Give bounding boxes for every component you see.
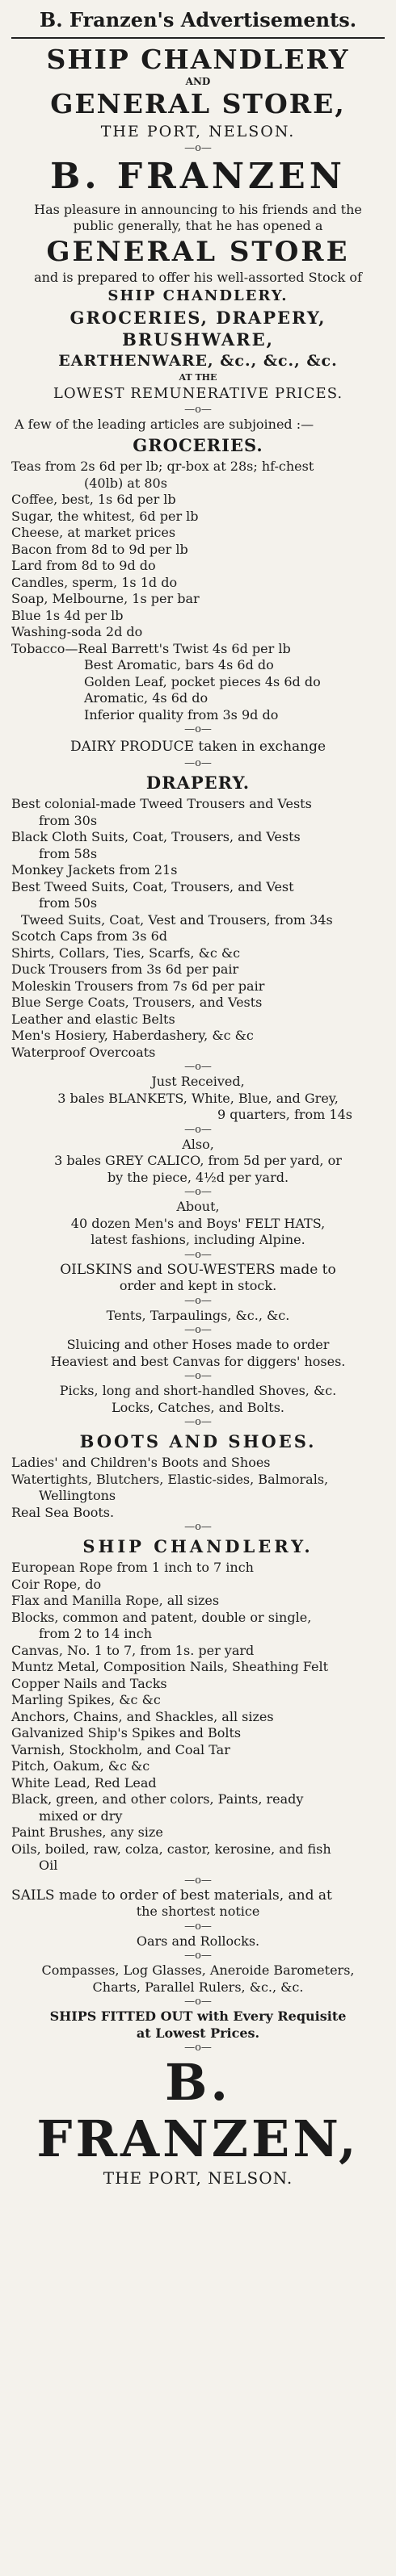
intro-paragraph: Has pleasure in announcing to his friends and the public generally, that he has opened a xyxy=(34,202,362,233)
sluicing-line-2: Heaviest and best Canvas for diggers' hoses. xyxy=(50,1353,346,1369)
list-item: Blocks, common and patent, double or single, xyxy=(11,1609,312,1625)
list-item: Best colonial-made Tweed Trousers and Vests xyxy=(11,796,312,811)
list-item: White Lead, Red Lead xyxy=(11,1774,157,1791)
about-label: About, xyxy=(176,1199,220,1214)
intro-stock-line: and is prepared to offer his well-assorted Stock of xyxy=(34,270,362,285)
footer-name: B. FRANZEN, xyxy=(36,2053,360,2168)
ship-chandlery-title: SHIP CHANDLERY. xyxy=(82,1536,314,1556)
list-item: Ladies' and Children's Boots and Shoes xyxy=(11,1455,271,1470)
list-item: Pitch, Oakum, &c &c xyxy=(11,1758,150,1774)
picks-line-2: Locks, Catches, and Bolts. xyxy=(111,1399,285,1415)
separator: —o— xyxy=(184,1123,212,1136)
list-item: Muntz Metal, Composition Nails, Sheathing Felt xyxy=(11,1659,329,1674)
separator: —o— xyxy=(184,1920,212,1933)
separator: —o— xyxy=(184,1061,212,1073)
list-item: European Rope from 1 inch to 7 inch xyxy=(11,1560,254,1575)
list-item: Scotch Caps from 3s 6d xyxy=(11,928,168,944)
list-item: Sugar, the whitest, 6d per lb xyxy=(11,508,199,524)
drapery-title: DRAPERY. xyxy=(145,773,251,793)
header-rule xyxy=(11,37,385,39)
list-item: Black Cloth Suits, Coat, Trousers, and Vests xyxy=(11,829,301,844)
separator: —o— xyxy=(184,2042,212,2054)
list-item: Teas from 2s 6d per lb; qr-box at 28s; hf-chest xyxy=(11,459,314,474)
just-received: Just Received, xyxy=(151,1074,245,1089)
oilskins-line-2: order and kept in stock. xyxy=(119,1278,277,1293)
list-item: Moleskin Trousers from 7s 6d per pair xyxy=(11,978,265,994)
dairy-produce-note: DAIRY PRODUCE taken in exchange xyxy=(70,739,326,755)
intro-few-articles: A few of the leading articles are subjoined :— xyxy=(15,417,314,432)
list-item: Marling Spikes, &c &c xyxy=(11,1692,161,1707)
list-item: Varnish, Stockholm, and Coal Tar xyxy=(11,1741,230,1757)
intro-lowest-prices: LOWEST REMUNERATIVE PRICES. xyxy=(53,385,343,402)
list-item: from 58s xyxy=(39,845,98,861)
list-item: Paint Brushes, any size xyxy=(11,1824,163,1840)
list-item: Golden Leaf, pocket pieces 4s 6d do xyxy=(84,673,321,689)
intro-at-the: AT THE xyxy=(179,372,217,383)
list-item: from 50s xyxy=(39,895,98,911)
fitted-out-line-1: SHIPS FITTED OUT with Every Requisite xyxy=(49,2008,347,2024)
list-item: Tobacco—Real Barrett's Twist 4s 6d per lb xyxy=(11,640,291,656)
intro-general-store: GENERAL STORE xyxy=(46,236,350,268)
separator: —o— xyxy=(184,1186,212,1198)
list-item: Copper Nails and Tacks xyxy=(11,1675,167,1691)
ship-list xyxy=(11,1560,385,1874)
title-location: THE PORT, NELSON. xyxy=(100,123,296,140)
felt-hats-line-2: latest fashions, including Alpine. xyxy=(91,1232,305,1247)
list-item: Aromatic, 4s 6d do xyxy=(84,690,209,706)
title-ship-chandlery: SHIP CHANDLERY xyxy=(46,44,350,75)
sails-line-1: SAILS made to order of best materials, and at xyxy=(11,1887,332,1904)
separator: —o— xyxy=(184,1874,212,1887)
picks-line-1: Picks, long and short-handled Shoves, &c. xyxy=(59,1383,337,1398)
list-item: mixed or dry xyxy=(39,1807,123,1824)
list-item: from 2 to 14 inch xyxy=(39,1626,153,1641)
separator: —o— xyxy=(184,404,212,416)
sluicing-line-1: Sluicing and other Hoses made to order xyxy=(66,1337,330,1352)
felt-hats-line-1: 40 dozen Men's and Boys' FELT HATS, xyxy=(70,1215,326,1231)
oilskins-line-1: OILSKINS and SOU-WESTERS made to xyxy=(60,1261,336,1278)
intro-earthenware: EARTHENWARE, &c., &c., &c. xyxy=(58,352,338,370)
list-item: Coir Rope, do xyxy=(11,1576,102,1592)
list-item: Washing-soda 2d do xyxy=(11,624,143,639)
list-item: Soap, Melbourne, 1s per bar xyxy=(11,591,200,606)
title-general-store: GENERAL STORE, xyxy=(50,88,346,119)
list-item: Blue 1s 4d per lb xyxy=(11,607,124,623)
list-item: Black, green, and other colors, Paints, ready xyxy=(11,1791,304,1807)
separator: —o— xyxy=(184,723,212,735)
compasses-line-1: Compasses, Log Glasses, Aneroide Barometers, xyxy=(41,1962,355,1978)
separator: —o— xyxy=(184,1370,212,1382)
list-item: Canvas, No. 1 to 7, from 1s. per yard xyxy=(11,1642,255,1658)
list-item: Wellingtons xyxy=(39,1488,116,1503)
separator: —o— xyxy=(184,1416,212,1428)
list-item: Monkey Jackets from 21s xyxy=(11,862,178,878)
list-item: Best Aromatic, bars 4s 6d do xyxy=(84,657,274,672)
list-item: Shirts, Collars, Ties, Scarfs, &c &c xyxy=(11,945,241,961)
list-item: Lard from 8d to 9d do xyxy=(11,558,156,573)
fitted-out-line-2: at Lowest Prices. xyxy=(136,2025,260,2041)
separator: —o— xyxy=(184,1950,212,1962)
footer-address: THE PORT, NELSON. xyxy=(103,2168,293,2188)
list-item: Bacon from 8d to 9d per lb xyxy=(11,541,188,557)
list-item: Real Sea Boots. xyxy=(11,1504,115,1520)
separator: —o— xyxy=(184,142,212,154)
list-item: Galvanized Ship's Spikes and Bolts xyxy=(11,1725,242,1740)
boots-list xyxy=(11,1455,385,1521)
list-item: Anchors, Chains, and Shackles, all sizes xyxy=(11,1708,274,1724)
intro-brushware: BRUSHWARE, xyxy=(122,329,274,350)
compasses-line-2: Charts, Parallel Rulers, &c., &c. xyxy=(92,1979,304,1995)
drapery-list xyxy=(11,796,385,1061)
intro-groceries-drapery: GROCERIES, DRAPERY, xyxy=(70,308,326,328)
title-and: AND xyxy=(185,76,211,87)
groceries-list xyxy=(11,459,385,723)
intro-ship-chandlery: SHIP CHANDLERY. xyxy=(107,287,289,304)
blankets-line-1: 3 bales BLANKETS, White, Blue, and Grey, xyxy=(57,1090,339,1106)
list-item: Watertights, Blutchers, Elastic-sides, Balmorals, xyxy=(11,1471,329,1487)
list-item: Flax and Manilla Rope, all sizes xyxy=(11,1593,220,1608)
list-item: Leather and elastic Belts xyxy=(11,1011,175,1027)
separator: —o— xyxy=(184,1996,212,2008)
list-item: Tweed Suits, Coat, Vest and Trousers, from 34s xyxy=(21,911,333,928)
tents-line: Tents, Tarpaulings, &c., &c. xyxy=(106,1307,290,1323)
list-item: Blue Serge Coats, Trousers, and Vests xyxy=(11,995,263,1010)
sails-line-2: the shortest notice xyxy=(136,1904,260,1919)
list-item: from 30s xyxy=(39,812,98,828)
list-item: Men's Hosiery, Haberdashery, &c &c xyxy=(11,1028,254,1043)
oars-line: Oars and Rollocks. xyxy=(136,1933,260,1949)
page-header: B. Franzen's Advertisements. xyxy=(39,8,357,31)
also-label: Also, xyxy=(182,1136,214,1152)
list-item: Candles, sperm, 1s 1d do xyxy=(11,574,178,590)
list-item: Best Tweed Suits, Coat, Trousers, and Vest xyxy=(11,878,294,894)
list-item: Duck Trousers from 3s 6d per pair xyxy=(11,961,239,977)
separator: —o— xyxy=(184,1248,212,1261)
title-name: B. FRANZEN xyxy=(50,156,346,197)
calico-line-2: by the piece, 4½d per yard. xyxy=(107,1169,289,1185)
boots-title: BOOTS AND SHOES. xyxy=(79,1431,317,1451)
list-item: Coffee, best, 1s 6d per lb xyxy=(11,492,176,507)
list-item: Cheese, at market prices xyxy=(11,525,176,540)
calico-line-1: 3 bales GREY CALICO, from 5d per yard, or xyxy=(54,1153,342,1168)
separator: —o— xyxy=(184,1521,212,1533)
separator: —o— xyxy=(184,757,212,769)
separator: —o— xyxy=(184,1294,212,1307)
list-item: Oil xyxy=(39,1858,58,1873)
list-item: (40lb) at 80s xyxy=(84,475,167,491)
list-item: Oils, boiled, raw, colza, castor, kerosine, and fish xyxy=(11,1841,331,1857)
separator: —o— xyxy=(184,1324,212,1336)
blankets-line-2: 9 quarters, from 14s xyxy=(217,1107,352,1122)
groceries-title: GROCERIES. xyxy=(133,435,263,455)
list-item: Inferior quality from 3s 9d do xyxy=(84,706,279,723)
list-item: Waterproof Overcoats xyxy=(11,1044,156,1060)
